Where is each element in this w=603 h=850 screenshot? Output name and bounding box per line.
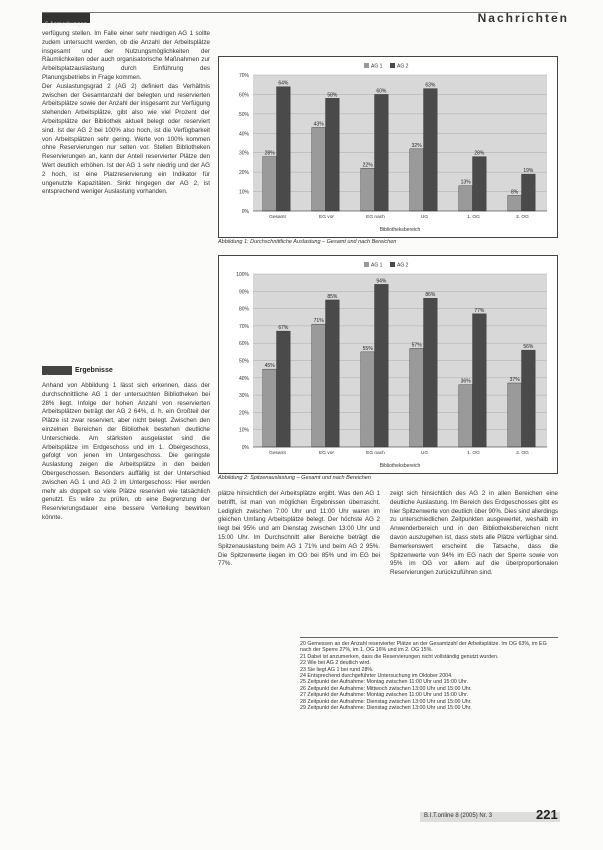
legend-swatch <box>390 63 395 68</box>
bar <box>473 314 487 447</box>
bar <box>424 89 438 211</box>
bar <box>375 284 389 447</box>
data-label: 71% <box>313 318 324 325</box>
data-label: 22% <box>362 162 373 169</box>
footnote: 26 Zeitpunkt der Aufnahme: Mittwoch zwischen 13:00 Uhr und 15:00 Uhr. <box>300 685 472 692</box>
legend-entry: AG 1 <box>371 262 383 269</box>
y-tick-label: 70% <box>238 323 249 330</box>
y-tick-label: 80% <box>238 306 249 313</box>
x-tick-label: Gesamt <box>269 451 286 456</box>
y-tick-label: 0% <box>241 209 249 215</box>
bar <box>312 127 326 211</box>
chart-1-caption: Abbildung 1: Durchschnittliche Auslastung – Gesamt und nach Bereichen <box>218 239 397 245</box>
bar <box>326 98 340 211</box>
y-tick-label: 10% <box>238 427 249 434</box>
legend-entry: AG 1 <box>371 63 383 70</box>
legend-swatch <box>364 262 369 267</box>
plot-area <box>253 75 547 211</box>
x-tick-label: 2. OG <box>516 215 529 220</box>
data-label: 28% <box>264 150 275 157</box>
data-label: 85% <box>327 293 338 300</box>
bar <box>410 149 424 211</box>
y-tick-label: 50% <box>238 358 249 365</box>
x-axis-label: Bibliotheksbereich <box>379 463 421 469</box>
bar <box>459 385 473 447</box>
data-label: 63% <box>425 82 436 89</box>
data-label: 19% <box>523 168 534 175</box>
x-tick-label: 2. OG <box>516 451 529 456</box>
data-label: 58% <box>327 92 338 99</box>
y-tick-label: 20% <box>238 170 249 177</box>
section-number: 4 <box>45 375 49 381</box>
legend-entry: AG 2 <box>397 262 409 269</box>
footnote-rule <box>300 637 558 638</box>
bar <box>522 350 536 447</box>
x-tick-label: EG nach <box>366 451 385 456</box>
bar <box>424 298 438 447</box>
data-label: 28% <box>474 150 485 157</box>
x-tick-label: EG vor <box>319 215 334 220</box>
x-tick-label: Gesamt <box>269 215 286 220</box>
chart-2-caption: Abbildung 2: Spitzenauslastung – Gesamt und nach Bereichen <box>218 475 371 481</box>
bar <box>277 331 291 447</box>
y-tick-label: 10% <box>238 189 249 196</box>
section-marker-text: § Anmerkungen <box>45 22 88 28</box>
bar <box>508 195 522 211</box>
bar <box>361 168 375 211</box>
y-tick-label: 60% <box>238 92 249 99</box>
data-label: 67% <box>278 325 289 332</box>
right-column-bottom: zeigt sich hinsichtlich des AG 2 in allen Bereichen eine deutliche Auslastung. Im Bereich des Erdgeschosses gibt es hier Spitzenwerte von deutlich über 90%. Dies sind allerdings zu unterschiedlichen Zeitpunkten ausgewertet, weshalb im Anwenderbereich und in den Bibliotheksbereichen nicht davon auszugehen ist, dass stets alle Plätze verfügbar sind. Bemerkenswert erscheint die Tatsache, dass die Spitzenwerte von 94% im EG nach der Sperre sowie von 95% im OG vor allem auf die überproportionalen Reservierungen zurückzuführen sind. <box>390 490 558 577</box>
bar <box>522 174 536 211</box>
data-label: 43% <box>313 121 324 128</box>
data-label: 94% <box>376 278 387 285</box>
footnote: 25 Zeitpunkt der Aufnahme: Montag zwischen 11:00 Uhr und 15:00 Uhr. <box>300 679 469 686</box>
bar <box>263 157 277 211</box>
footnote: 24 Entsprechend durchgeführter Untersuchung im Oktober 2004. <box>300 673 453 680</box>
bar <box>263 369 277 447</box>
paragraph: verfügung stellen. Im Falle einer sehr niedrigen AG 1 sollte zudem untersucht werden, ob die Anzahl der Arbeitsplätze insgesamt und der Nutzungsmöglichkeiten der Räumlichkeiten oder auch organisatorische Maßnahmen zur Arbeitsplatzauslastung durch Einführung des Planungsbetriebs in Frage kommen. <box>42 30 210 81</box>
bar <box>277 87 291 211</box>
x-tick-label: 1. OG <box>467 451 480 456</box>
middle-column-bottom: plätze hinsichtlich der Arbeitsplätze ergibt. Was den AG 1 betrifft, ist man von möglichen Ergebnissen überrascht. Lediglich zwischen 7:00 Uhr und 11:00 Uhr waren im gleichen Umfang Arbeitsplätze belegt. Der höchste AG 2 liegt bei 95% und am Dienstag zwischen 13:00 Uhr und 15:00 Uhr. Im Durchschnitt aller Bereiche beträgt die Spitzenauslastung beim AG 1 71% und beim AG 2 95%. Die Spitzenwerte liegen im OG bei 85% und im EG bei 77%. <box>218 490 380 568</box>
footnote: 21 Dabei ist anzumerken, dass die Reservierungen nicht vollständig genutzt wurden. <box>300 653 499 660</box>
data-label: 86% <box>425 292 436 299</box>
chart-1 <box>219 57 557 237</box>
legend-swatch <box>364 63 369 68</box>
footnotes <box>300 641 558 711</box>
x-axis-label: Bibliotheksbereich <box>379 227 421 233</box>
footnote: 27 Zeitpunkt der Aufnahme: Montag zwischen 11:00 Uhr und 15:00 Uhr. <box>300 692 469 699</box>
x-tick-label: UG <box>420 215 429 220</box>
footnote: 23 Sie liegt AG 1 bei rund 28%. <box>300 666 374 673</box>
y-tick-label: 60% <box>238 341 249 348</box>
section-title: Ergebnisse <box>75 367 113 374</box>
journal-name: B.I.T.online 8 (2005) Nr. 3 <box>424 813 493 819</box>
footnote: 22 Wie bei AG 2 deutlich wird. <box>300 660 371 667</box>
bar <box>459 186 473 211</box>
data-label: 45% <box>264 363 275 370</box>
left-column-bottom: Anhand von Abbildung 1 lässt sich erkennen, dass der durchschnittliche AG 1 der untersuchten Bibliotheken bei 28% liegt. Infolge der hohen Anzahl von reservierten Arbeitsplätzen beträgt der AG 2 64%, d. h. ein Großteil der Plätze ist zwar reserviert, aber nicht belegt. Zwischen den einzelnen Bereichen der Bibliothek bestehen deutliche Unterschiede. Am stärksten ausgelastet sind die Arbeitsplätze im Erdgeschoss und im 1. Obergeschoss, gefolgt von jenen im Untergeschoss. Die geringste Auslastung zeigen die Arbeitsplätze in den beiden Obergeschossen. Besonders auffällig ist der Unterschied zwischen AG 1 und AG 2 im Untergeschoss: Hier werden mehr als doppelt so viele Plätze reserviert wie tatsächlich genutzt. Es wäre zu prüfen, ob eine Begrenzung der Reservierungsdauer eine bessere Verteilung bewirken könnte. <box>42 382 210 521</box>
x-tick-label: EG nach <box>366 215 385 220</box>
bar <box>312 324 326 447</box>
data-label: 32% <box>411 142 422 149</box>
bar <box>473 157 487 211</box>
bar <box>361 352 375 447</box>
data-label: 57% <box>411 342 422 349</box>
page-header: Nachrichten <box>477 11 569 25</box>
y-tick-label: 40% <box>238 375 249 382</box>
y-tick-label: 20% <box>238 410 249 417</box>
legend-entry: AG 2 <box>397 63 409 70</box>
y-tick-label: 0% <box>241 445 249 451</box>
y-tick-label: 30% <box>238 393 249 400</box>
chart-1-frame <box>218 56 558 238</box>
y-tick-label: 90% <box>238 289 249 296</box>
page-number: 221 <box>536 807 558 822</box>
y-tick-label: 70% <box>238 73 249 79</box>
footnote: 28 Zeitpunkt der Aufnahme: Dienstag zwischen 13:00 Uhr und 15:00 Uhr. <box>300 698 472 705</box>
x-tick-label: EG vor <box>319 451 334 456</box>
y-tick-label: 100% <box>236 272 249 278</box>
data-label: 36% <box>460 378 471 385</box>
chart-2-frame <box>218 255 558 474</box>
bar <box>326 300 340 447</box>
section-heading <box>42 366 72 381</box>
bar <box>375 94 389 211</box>
x-tick-label: UG <box>420 451 429 456</box>
data-label: 37% <box>509 376 520 383</box>
y-tick-label: 50% <box>238 111 249 118</box>
footnote: 20 Gemessen an der Anzahl reservierter Plätze an der Gesamtzahl der Arbeitsplätze. Im OG 63%, im EG nach der Sperre 27%, im 1. OG 16% und im 2. OG 15%. <box>300 641 547 654</box>
data-label: 60% <box>376 88 387 95</box>
data-label: 77% <box>474 307 485 314</box>
data-label: 13% <box>460 179 471 186</box>
y-tick-label: 40% <box>238 131 249 138</box>
left-column-top <box>42 30 210 197</box>
footnote: 29 Zeitpunkt der Aufnahme: Dienstag zwischen 13:00 Uhr und 15:00 Uhr. <box>300 705 472 712</box>
paragraph: Der Auslastungsgrad 2 (AG 2) definiert das Verhältnis zwischen der Gesamtanzahl der belegten und reservierten Arbeitsplätze sowie der Anzahl der insgesamt zur Verfügung stehenden Arbeitsplätze, gibt also wie viel Prozent der Arbeitsplätze der Bibliothek aktuell belegt oder reserviert sind. Ist der AG 2 bei 100% also hoch, ist die Verfügbarkeit von Arbeitsplätzen sehr gering. Werte von 100% kommen ohne Reservierungen nur selten vor. Stellen Bibliotheken Reservierungen an, kann der Anteil reservierter Plätze den Wert deutlich erhöhen. Ist der AG 1 sehr niedrig und der AG 2 hoch, ist eine Platzreservierung ein Indikator für ungenutzte Kapazitäten. Sinkt hingegen der AG 2, ist entsprechend weniger Auslastung vorhanden. <box>42 82 210 196</box>
data-label: 8% <box>511 189 519 196</box>
data-label: 55% <box>362 345 373 352</box>
section-marker <box>42 13 90 28</box>
y-tick-label: 30% <box>238 150 249 157</box>
bar <box>508 383 522 447</box>
legend-swatch <box>390 262 395 267</box>
data-label: 56% <box>523 344 534 351</box>
chart-2 <box>219 256 557 473</box>
bar <box>410 348 424 447</box>
x-tick-label: 1. OG <box>467 215 480 220</box>
data-label: 64% <box>278 80 289 87</box>
